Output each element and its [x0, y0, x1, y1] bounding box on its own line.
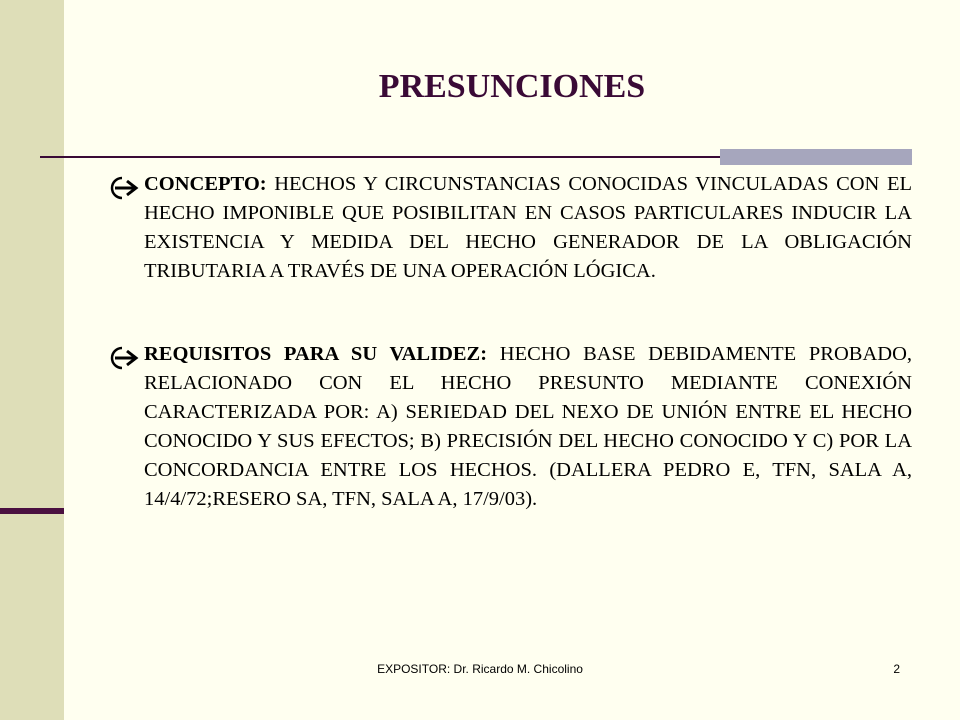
- side-band: [0, 0, 64, 720]
- footer-presenter: EXPOSITOR: Dr. Ricardo M. Chicolino: [377, 662, 583, 676]
- divider-accent-bar: [720, 149, 912, 165]
- bullet-body: HECHO BASE DEBIDAMENTE PROBADO, RELACIONADO CON EL HECHO PRESUNTO MEDIANTE CONEXIÓN CARACTERIZADA POR: A) SERIEDAD DEL NEXO DE UNIÓN ENTRE EL HECHO CONOCIDO Y SUS EFECTOS; B) PRECISIÓN DEL HECHO CONOCIDO Y C) POR LA CONCORDANCIA ENTRE LOS HECHOS. (DALLERA PEDRO E, TFN, SALA A, 14/4/72;RESERO SA, TFN, SALA A, 17/9/03).: [144, 343, 913, 510]
- bullet-concepto: [108, 170, 912, 286]
- arrow-right-icon: [108, 344, 144, 372]
- bullet-requisitos: [108, 340, 912, 514]
- bullet-label: CONCEPTO:: [144, 173, 267, 195]
- page-number: 2: [893, 662, 900, 676]
- slide-title: PRESUNCIONES: [378, 68, 646, 105]
- side-band-marker: [0, 508, 64, 514]
- arrow-right-icon: [108, 174, 144, 202]
- bullet-label: REQUISITOS PARA SU VALIDEZ:: [144, 343, 488, 365]
- bullet-body: HECHOS Y CIRCUNSTANCIAS CONOCIDAS VINCULADAS CON EL HECHO IMPONIBLE QUE POSIBILITAN EN CASOS PARTICULARES INDUCIR LA EXISTENCIA Y MEDIDA DEL HECHO GENERADOR DE LA OBLIGACIÓN TRIBUTARIA A TRAVÉS DE UNA OPERACIÓN LÓGICA.: [144, 173, 912, 282]
- bullet-text: [144, 170, 912, 286]
- bullet-text: [144, 340, 912, 514]
